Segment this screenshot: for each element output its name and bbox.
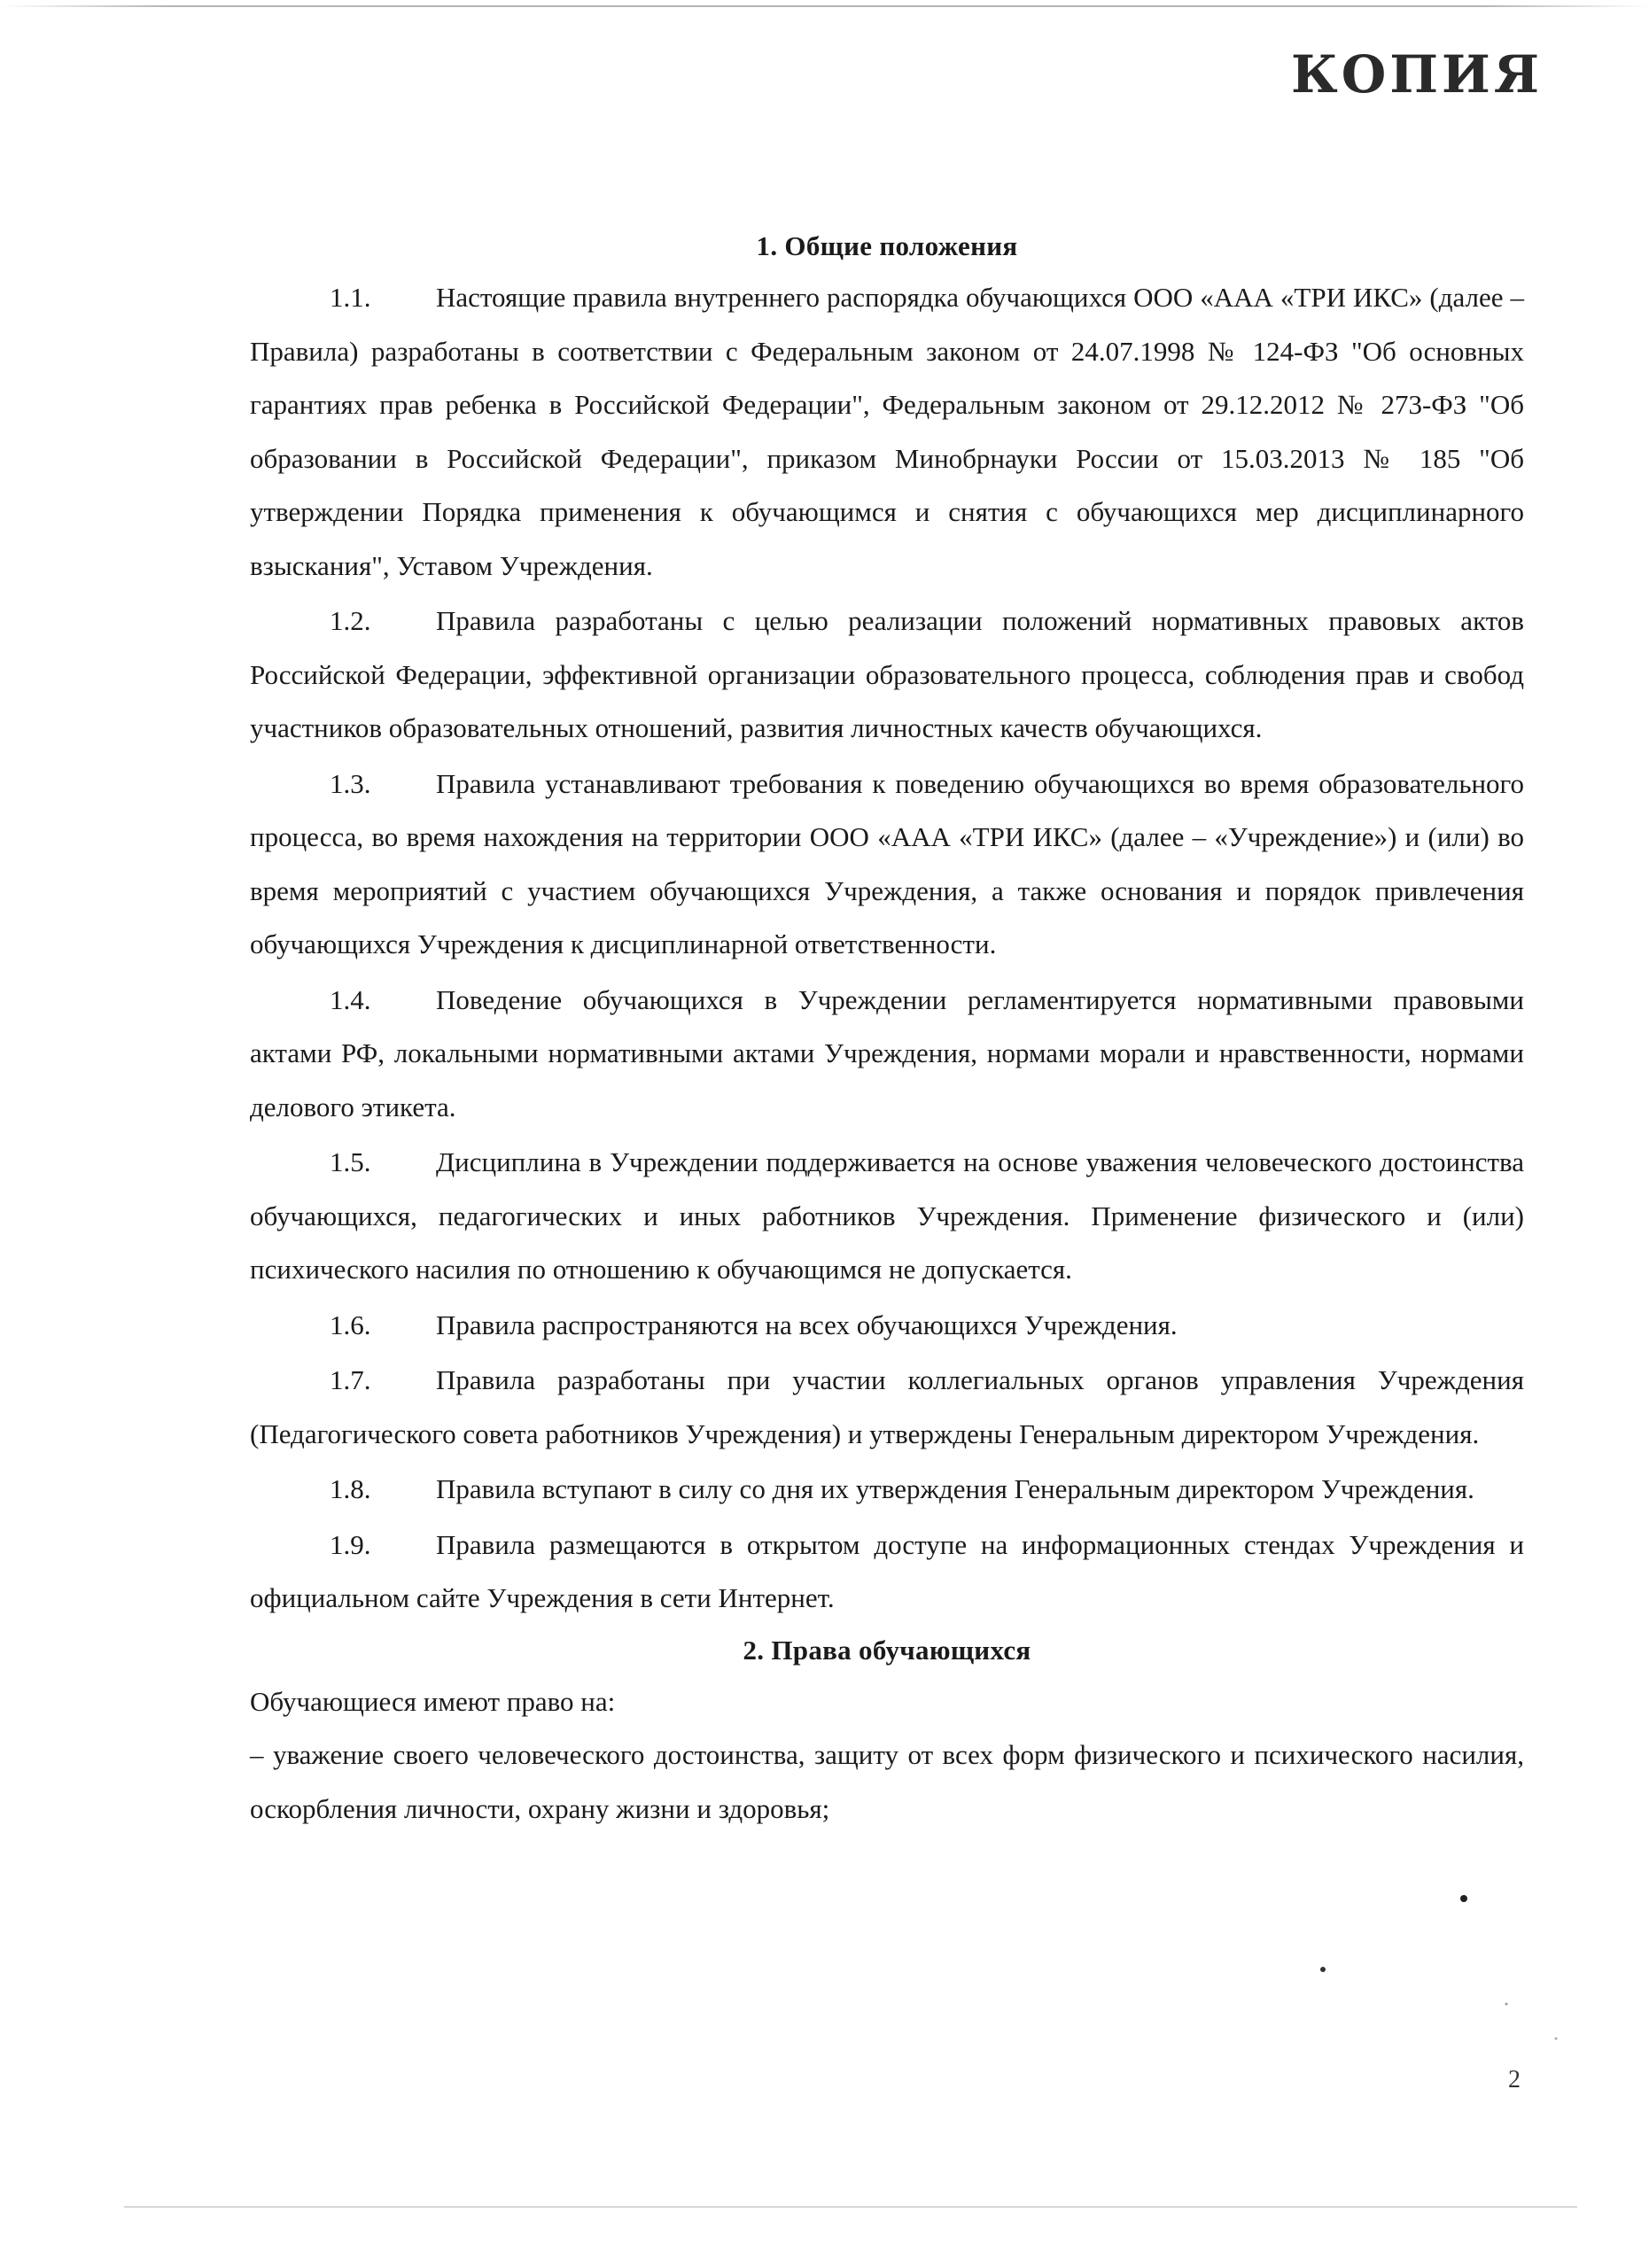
scan-edge-top	[0, 5, 1649, 7]
scan-edge-bottom	[124, 2206, 1577, 2208]
clause-number: 1.3.	[330, 767, 371, 799]
clause-1-3	[250, 757, 1524, 972]
clause-text: Правила размещаются в открытом доступе на информационных стендах Учреждения и официальном сайте Учреждения в сети Интернет.	[250, 1528, 1524, 1613]
clause-1-5	[250, 1136, 1524, 1297]
clause-text: Правила разработаны при участии коллегиальных органов управления Учреждения (Педагогического совета работников Учреждения) и утверждены Генеральным директором Учреждения.	[250, 1364, 1524, 1449]
clause-1-7	[250, 1354, 1524, 1461]
clause-text: Правила разработаны с целью реализации положений нормативных правовых актов Российской Федерации, эффективной организации образовательного процесса, соблюдения прав и свобод участников образовательных отношений, развития личностных качеств обучающихся.	[250, 605, 1524, 743]
clause-text: Поведение обучающихся в Учреждении регламентируется нормативными правовыми актами РФ, локальными нормативными актами Учреждения, нормами морали и нравственности, нормами делового этикета.	[250, 983, 1524, 1122]
section-2-intro: Обучающиеся имеют право на:	[250, 1685, 616, 1717]
clause-text: Настоящие правила внутреннего распорядка обучающихся ООО «ААА «ТРИ ИКС» (далее – Правила) разработаны в соответствии с Федеральным законом от 24.07.1998 № 124-ФЗ "Об основных гарантиях прав ребенка в Российской Федерации", Федеральным законом от 29.12.2012 № 273-ФЗ "Об образовании в Российской Федерации", приказом Минобрнауки России от 15.03.2013 № 185 "Об утверждении Порядка применения к обучающимся и снятия с обучающихся мер дисциплинарного взыскания", Уставом Учреждения.	[250, 282, 1524, 581]
clause-number: 1.9.	[330, 1528, 371, 1560]
page-number: 2	[1508, 2066, 1521, 2093]
clause-1-2	[250, 594, 1524, 756]
clause-number: 1.2.	[330, 605, 371, 636]
clause-text: Правила распространяются на всех обучающихся Учреждения.	[436, 1309, 1178, 1340]
section-2-heading: 2. Права обучающихся	[743, 1634, 1031, 1666]
clause-text: Дисциплина в Учреждении поддерживается на основе уважения человеческого достоинства обучающихся, педагогических и иных работников Учреждения. Применение физического и (или) психического насилия по отношению к обучающимся не допускается.	[250, 1146, 1524, 1285]
copy-stamp: КОПИЯ	[1290, 44, 1543, 105]
rights-bullet-1: – уважение своего человеческого достоинства, защиту от всех форм физического и психического насилия, оскорбления личности, охрану жизни и здоровья;	[250, 1739, 1524, 1824]
ink-speck	[1555, 2038, 1558, 2040]
clause-1-6	[250, 1299, 1524, 1353]
clause-text: Правила вступают в силу со дня их утверждения Генеральным директором Учреждения.	[436, 1473, 1474, 1504]
clause-1-4	[250, 974, 1524, 1135]
clause-1-9	[250, 1518, 1524, 1626]
ink-speck	[1320, 1967, 1326, 1972]
ink-speck	[1505, 2003, 1508, 2006]
ink-speck	[1460, 1895, 1467, 1902]
clause-number: 1.7.	[330, 1364, 371, 1395]
section-1-heading: 1. Общие положения	[756, 230, 1018, 261]
clause-number: 1.8.	[330, 1473, 371, 1504]
clause-1-8	[250, 1463, 1524, 1517]
clause-text: Правила устанавливают требования к поведению обучающихся во время образовательного процесса, во время нахождения на территории ООО «ААА «ТРИ ИКС» (далее – «Учреждение») и (или) во время мероприятий с участием обучающихся Учреждения, а также основания и порядок привлечения обучающихся Учреждения к дисциплинарной ответственности.	[250, 767, 1524, 959]
clause-number: 1.1.	[330, 282, 371, 313]
clause-number: 1.5.	[330, 1146, 371, 1177]
clause-1-1	[250, 271, 1524, 593]
document-body	[250, 221, 1524, 1836]
clause-number: 1.4.	[330, 983, 371, 1015]
clause-number: 1.6.	[330, 1309, 371, 1340]
